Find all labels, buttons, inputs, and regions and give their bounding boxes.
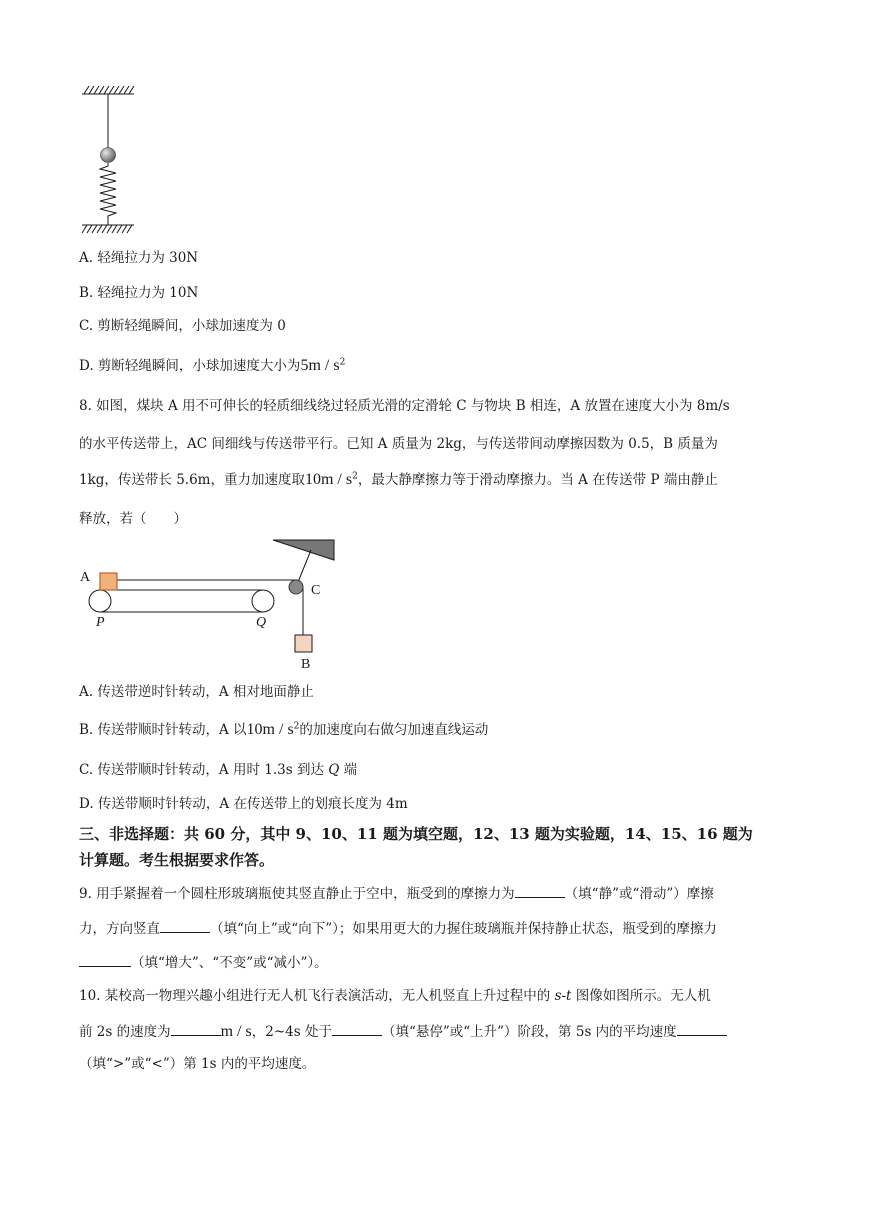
- q7-option-d: [79, 356, 345, 376]
- q9-line2: [79, 918, 717, 939]
- q7-option-c: C. 剪断轻绳瞬间，小球加速度为 0: [79, 318, 286, 334]
- q8-option-b-exp: 2: [293, 721, 300, 732]
- q7-option-b: B. 轻绳拉力为 10N: [79, 285, 199, 301]
- q8-option-d: D. 传送带顺时针转动，A 在传送带上的划痕长度为 4m: [79, 796, 408, 812]
- q7-option-d-unit: 5m / s: [300, 357, 340, 374]
- q8-option-c: [79, 760, 357, 780]
- label-b: B: [301, 657, 311, 672]
- q8-option-b-suffix: 的加速度向右做匀加速直线运动: [299, 722, 489, 738]
- q8-stem-line3-a: 1kg，传送带长 5.6m，重力加速度取: [79, 472, 305, 488]
- q10-line1: [79, 986, 711, 1006]
- roller-q: [252, 590, 274, 612]
- q10-line1-a: 10. 某校高一物理兴趣小组进行无人机飞行表演活动，无人机竖直上升过程中的: [79, 988, 551, 1004]
- q8-stem-line2: 的水平传送带上，AC 间细线与传送带平行。已知 A 质量为 2kg，与传送带间动摩擦因数为 0.5，B 质量为: [79, 436, 718, 452]
- q8-option-a: A. 传送带逆时针转动，A 相对地面静止: [79, 684, 314, 700]
- q8-option-b-unit: 10m / s: [246, 721, 294, 738]
- q7-option-d-exp: 2: [339, 357, 346, 368]
- block-a: [100, 573, 117, 590]
- q10-unit: m / s: [220, 1023, 252, 1040]
- ball: [101, 148, 116, 163]
- hanging-ball-spring-figure: [78, 80, 140, 240]
- pulley-c: [289, 580, 303, 594]
- q9-line1: [79, 883, 714, 904]
- label-q: Q: [256, 615, 267, 630]
- q9-blank-1[interactable]: [515, 883, 565, 898]
- q8-option-b: [79, 720, 488, 740]
- q9-line1-b: （填“静”或“滑动”）摩擦: [564, 886, 714, 902]
- q8-stem-line4: 释放，若（ ）: [79, 511, 187, 527]
- q10-line3: （填“>”或“<”）第 1s 内的平均速度。: [79, 1056, 316, 1072]
- q10-line2-b: ，2~4s 处于: [251, 1024, 332, 1040]
- q9-blank-3[interactable]: [79, 952, 131, 967]
- q8-gravity-unit: 10m / s: [304, 471, 353, 488]
- q10-st-label: s-t: [554, 988, 572, 1004]
- q10-line2-c: （填“悬停”或“上升”）阶段，第 5s 内的平均速度: [381, 1024, 677, 1040]
- label-a: A: [80, 570, 91, 585]
- q8-option-b-prefix: B. 传送带顺时针转动，A 以: [79, 722, 247, 738]
- q7-option-a: A. 轻绳拉力为 30N: [79, 250, 199, 266]
- section3-heading-line1: 三、非选择题：共 60 分，其中 9、10、11 题为填空题，12、13 题为实验题，14、15、16 题为: [79, 825, 753, 843]
- q9-line3: [79, 952, 328, 973]
- q10-blank-2[interactable]: [332, 1021, 382, 1036]
- q8-option-c-prefix: C. 传送带顺时针转动，A 用时 1.3s 到达: [79, 762, 324, 778]
- q8-stem-line1: 8. 如图，煤块 A 用不可伸长的轻质细线绕过轻质光滑的定滑轮 C 与物块 B 相连，A 放置在速度大小为 8m/s: [79, 398, 730, 414]
- q8-stem-line3: [79, 470, 718, 490]
- q7-option-d-text: D. 剪断轻绳瞬间，小球加速度大小为: [79, 358, 301, 374]
- section3-heading-line2: 计算题。考生根据要求作答。: [79, 851, 275, 869]
- q9-blank-2[interactable]: [160, 918, 210, 933]
- q9-line2-b: （填“向上”或“向下”）；如果用更大的力握住玻璃瓶并保持静止状态，瓶受到的摩擦力: [210, 921, 717, 937]
- pulley-support-wedge: [273, 540, 334, 560]
- floor-hatch: [82, 225, 134, 233]
- block-b: [295, 635, 312, 652]
- ceiling-hatch: [82, 86, 134, 94]
- q8-option-c-q: Q: [328, 762, 340, 778]
- label-p: P: [96, 615, 105, 630]
- q10-blank-1[interactable]: [171, 1021, 221, 1036]
- q10-line1-b: 图像如图所示。无人机: [575, 988, 711, 1004]
- q8-stem-line3-b: ，最大静摩擦力等于滑动摩擦力。当 A 在传送带 P 端由静止: [357, 472, 718, 488]
- roller-p: [89, 590, 111, 612]
- q10-blank-3[interactable]: [677, 1021, 727, 1036]
- q8-gravity-exp: 2: [352, 471, 358, 482]
- q9-line2-a: 力，方向竖直: [79, 921, 160, 937]
- conveyor-pulley-figure: [76, 534, 346, 674]
- q10-line2: [79, 1021, 727, 1042]
- q9-line3-b: （填“增大”、“不变”或“减小”）。: [131, 955, 328, 971]
- q8-option-c-suffix: 端: [343, 762, 358, 778]
- q9-line1-a: 9. 用手紧握着一个圆柱形玻璃瓶使其竖直静止于空中，瓶受到的摩擦力为: [79, 886, 515, 902]
- spring: [100, 163, 116, 225]
- label-c: C: [311, 583, 321, 598]
- q10-line2-a: 前 2s 的速度为: [79, 1024, 171, 1040]
